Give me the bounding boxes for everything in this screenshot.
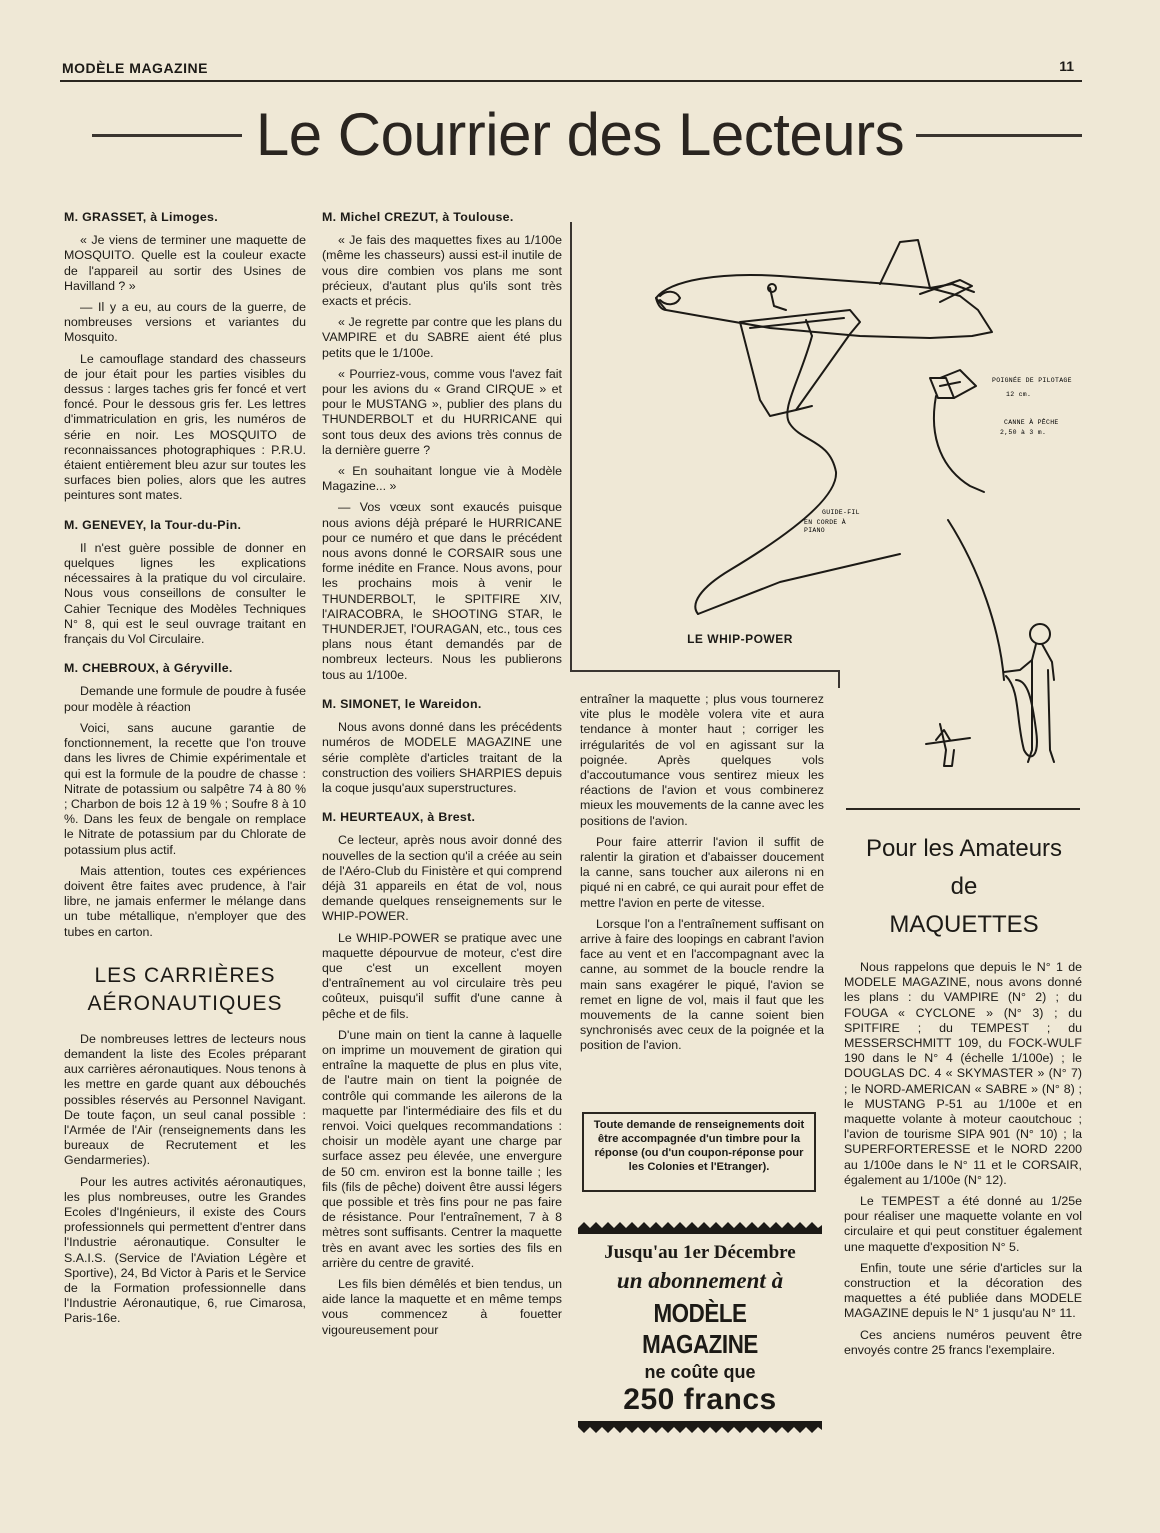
label-canne: CANNE À PÊCHE: [1004, 419, 1059, 426]
label-guide-2: EN CORDE À: [804, 519, 847, 526]
paragraph: Le WHIP-POWER se pratique avec une maquette dépourvue de moteur, c'est dire que c'est un excellent moyen d'entraînement au vol circulaire très peu coûteux, puisqu'il suffit d'une canne à pêche et de fils.: [322, 930, 562, 1021]
letter-heading: M. GRASSET, à Limoges.: [64, 210, 218, 224]
paragraph: « Je fais des maquettes fixes au 1/100e (même les chasseurs) aussi est-il inutile de vous dire combien vos plans me sont précieux, d'autant plus qu'ils sont très exacts et précis.: [322, 233, 562, 309]
paragraph: Enfin, toute une série d'articles sur la construction et la décoration des maquettes a été publiée dans MODELE MAGAZINE depuis le N° 1 jusqu'au N° 11.: [844, 1260, 1082, 1321]
paragraph: Le TEMPEST a été donné au 1/25e pour réaliser une maquette volante en vol circulaire et qui peut constituer également une maquette d'exposition N° 5.: [844, 1194, 1082, 1254]
running-head: MODÈLE MAGAZINE: [62, 60, 208, 76]
letter-heading: M. CHEBROUX, à Géryville.: [64, 661, 233, 676]
promo-line-4: ne coûte que: [644, 1362, 756, 1382]
figure-frame-left: [570, 222, 572, 670]
paragraph: Nous avons donné dans les précédents numéros de MODELE MAGAZINE une série complète d'articles traitant de la construction des voiliers SHARPIES depuis la coque jusqu'aux superstructures.: [322, 720, 562, 795]
paragraph: D'une main on tient la canne à laquelle on imprime un mouvement de giration qui entraîne la maquette de plus en plus vite, de l'autre main on tient la poignée de contrôle qui commande les ailerons de la maquette par l'intermédiaire des fils et du renvoi. Voici quelques recommandations : choisir un modèle ayant une charge par surface assez peu élevée, une envergure de 50 cm. environ est la bonne taille ; les fils (fils de pêche) doivent être aussi légers que possible et très fins pour ne pas faire de résistance. Pour l'entraînement, 7 à 8 mètres sont suffisants. Centrer la maquette très en avant avec les sorties des fils en arrière du centre de gravité.: [322, 1027, 562, 1270]
amateurs-heading-2: de: [950, 873, 978, 900]
paragraph: « Je regrette par contre que les plans du VAMPIRE et du SABRE aient été plus petits que le 1/100e.: [322, 315, 562, 360]
page-number: 11: [1059, 58, 1074, 74]
amateurs-rule: [846, 808, 1080, 810]
paragraph: Pour les autres activités aéronautiques, les plus nombreuses, outre les Grandes Ecoles d'Ingénieurs, il existe des Cours professionnels qui permettent d'entrer dans l'Industrie aéronautique. Consulter le S.A.I.S. (Service de l'Aviation Légère et Sportive), 24, Bd Victor à Paris et le Service de la Formation professionnelle dans l'Industrie Aéronautique, 6, rue Cimarosa, Paris-16e.: [64, 1174, 306, 1326]
paragraph: Ce lecteur, après nous avoir donné des nouvelles de la section qu'il a créée au sein de l'Aéro-Club du Finistère et qui comprend déjà 31 appareils en état de vol, nous demande quelques renseignements sur le WHIP-POWER.: [322, 833, 562, 924]
label-poignee-size: 12 cm.: [1006, 391, 1032, 398]
promo-line-1: [578, 1242, 822, 1264]
paragraph: Demande une formule de poudre à fusée pour modèle à réaction: [64, 684, 306, 714]
paragraph: Voici, sans aucune garantie de fonctionnement, la recette que l'on trouve dans les livres de Chimie expérimentale et qui est la formule de la poudre de chasse : Nitrate de potassium ou salpêtre 74 à 80 % ; Charbon de bois 12 à 19 % ; Soufre 8 à 10 %. Dans les feux de bengale on remplace le Nitrate de potassium par du Chlorate de potassium plus actif.: [64, 720, 306, 857]
paragraph: « Je viens de terminer une maquette de MOSQUITO. Quelle est la couleur exacte de l'appareil au sortir des Usines de Havilland ? »: [64, 233, 306, 293]
amateurs-heading: [844, 830, 1084, 944]
subscription-promo: [578, 1222, 822, 1433]
notice-box: Toute demande de renseignements doit être accompagnée d'un timbre pour la réponse (ou d'un coupon-réponse pour les Colonies et l'Etranger).: [582, 1112, 816, 1192]
paragraph: — Vos vœux sont exaucés puisque nous avions déjà préparé le HURRICANE pour ce numéro et que dans le précédent nous avons donné le CORSAIR sous une forme inédite en France. Nous avons, pour les prochains mois à venir le THUNDERBOLT, le SPITFIRE XIV, l'AIRACOBRA, le SHOOTING STAR, le THUNDERJET, l'OURAGAN, etc., tous ces plans nous étant demandés par de nombreux lecteurs. Nous les publierons tous au 1/100e.: [322, 500, 562, 682]
paragraph: Les fils bien démêlés et bien tendus, un aide lance la maquette et en même temps vous commencez à fouetter vigoureusement pour: [322, 1277, 562, 1337]
letter-heading: M. SIMONET, le Wareidon.: [322, 696, 482, 711]
label-poignee: POIGNÉE DE PILOTAGE: [992, 377, 1072, 384]
column-1: [64, 210, 306, 1333]
paragraph: entraîner la maquette ; plus vous tournerez vite plus le modèle volera vite et aura tendance à monter haut ; corriger les irrégularités de vol en agissant sur la poignée. Après quelques vols d'accoutumance vous sentirez mieux les réactions de l'avion et vous combinerez mieux les mouvements de la canne avec les positions de l'avion.: [580, 692, 824, 828]
paragraph: Nous rappelons que depuis le N° 1 de MODELE MAGAZINE, nous avons donné les plans : du VAMPIRE (N° 2) ; du FOUGA « CYCLONE » (N° 3) ; du SPITFIRE ; du TEMPEST ; du MESSERSCHMITT 109, du FOCK-WULF 190 dans le N° 4 (échelle 1/100e) ; le DOUGLAS DC. 4 « SKYMASTER » (N° 7) ; le NORD-AMERICAN « SABRE » (N° 8) ; le MUSTANG P-51 au 1/100e et en maquette volante à moteur caoutchouc ; l'avion de tourisme SIPA 901 (N° 10) ; la SUPERFORTERESSE et le NORD 2200 au 1/100e dans le N° 11 et le CORSAIR, également au 1/100e (N° 12).: [844, 960, 1082, 1187]
label-guide-3: PIANO: [804, 527, 826, 534]
promo-line-2: un abonnement à: [616, 1268, 784, 1293]
promo-line-1-text: Jusqu'au 1er Décembre: [604, 1242, 796, 1263]
figure-caption: LE WHIP-POWER: [687, 632, 793, 646]
letter-heading: M. HEURTEAUX, à Brest.: [322, 810, 476, 825]
paragraph: « En souhaitant longue vie à Modèle Magazine... »: [322, 464, 562, 494]
paragraph: Ces anciens numéros peuvent être envoyés contre 25 francs l'exemplaire.: [844, 1327, 1082, 1357]
letter-heading: M. GENEVEY, la Tour-du-Pin.: [64, 517, 242, 532]
paragraph: De nombreuses lettres de lecteurs nous demandent la liste des Ecoles préparant aux carrières aéronautiques. Nous tenons à les mettre en garde quant aux débouchés possibles réservés au Personnel Navigant. De toute façon, un seul canal possible : l'Armée de l'Air (renseignements dans les bureaux de Recrutement et les Gendarmeries).: [64, 1031, 306, 1168]
label-canne-size: 2,50 à 3 m.: [1000, 429, 1047, 436]
amateurs-heading-3: MAQUETTES: [889, 911, 1039, 938]
zigzag-border-top: [578, 1222, 822, 1234]
promo-line-3: MODÈLE MAGAZINE: [642, 1298, 758, 1359]
paragraph: « Pourriez-vous, comme vous l'avez fait pour les avions du « Grand CIRQUE » et pour le MUSTANG », publier des plans du THUNDERBOLT et du HURRICANE qui sont tous deux des avions très connus de la dernière guerre ?: [322, 366, 562, 457]
label-guide: GUIDE-FIL: [822, 509, 860, 516]
promo-price: 250 francs: [623, 1383, 777, 1416]
paragraph: Pour faire atterrir l'avion il suffit de ralentir la giration et d'abaisser doucement la canne, sans toucher aux ailerons ni en piqué ni en cabré, ce qui aurait pour effet de mettre l'avion en perte de vitesse.: [580, 834, 824, 910]
letter-heading: M. Michel CREZUT, à Toulouse.: [322, 210, 514, 224]
section-heading: LES CARRIÈRES AÉRONAUTIQUES: [87, 963, 283, 1015]
paragraph: Le camouflage standard des chasseurs de jour était pour les parties visibles du dessus : larges taches gris fer foncé et vert foncé. Pour le dessous gris fer. Les lettres d'immatriculation en gris, les numéros de série en noir. Les MOSQUITO de reconnaissances photographiques : P.R.U. étaient entièrement bleu azur sur toutes les surfaces bien polies, alors que les autres peintures sont mates.: [64, 351, 306, 503]
column-2: [322, 210, 562, 1344]
paragraph: Il n'est guère possible de donner en quelques lignes les explications nécessaires à la pratique du vol circulaire. Nous vous conseillons de consulter le Cahier Tecnique des Modèles Techniques N° 8, qui est le seul ouvrage traitant en français du Vol Circulaire.: [64, 540, 306, 647]
paragraph: — Il y a eu, au cours de la guerre, de nombreuses versions et variantes du Mosquito.: [64, 300, 306, 345]
page-title: Le Courrier des Lecteurs: [255, 101, 905, 168]
paragraph: Lorsque l'on a l'entraînement suffisant on arrive à faire des loopings en cabrant l'avion face au vent et en l'accompagnant avec la canne, au sommet de la boucle rendre la main sans exagérer le piqué, l'avion se remet en ligne de vol, mais il faut que les mouvements de la canne soient bien synchronisés avec ceux de la poignée et la position de l'avion.: [580, 916, 824, 1053]
whip-power-illustration: [600, 210, 1080, 780]
amateurs-text: [844, 960, 1082, 1364]
zigzag-border-bottom: [578, 1421, 822, 1433]
header-rule: [60, 80, 1082, 82]
amateurs-heading-1: Pour les Amateurs: [865, 835, 1063, 862]
paragraph: Mais attention, toutes ces expériences doivent être faites avec prudence, à l'air libre, ne jamais enfermer le mélange dans un tube métallique, n'employer que des tubes en carton.: [64, 863, 306, 939]
